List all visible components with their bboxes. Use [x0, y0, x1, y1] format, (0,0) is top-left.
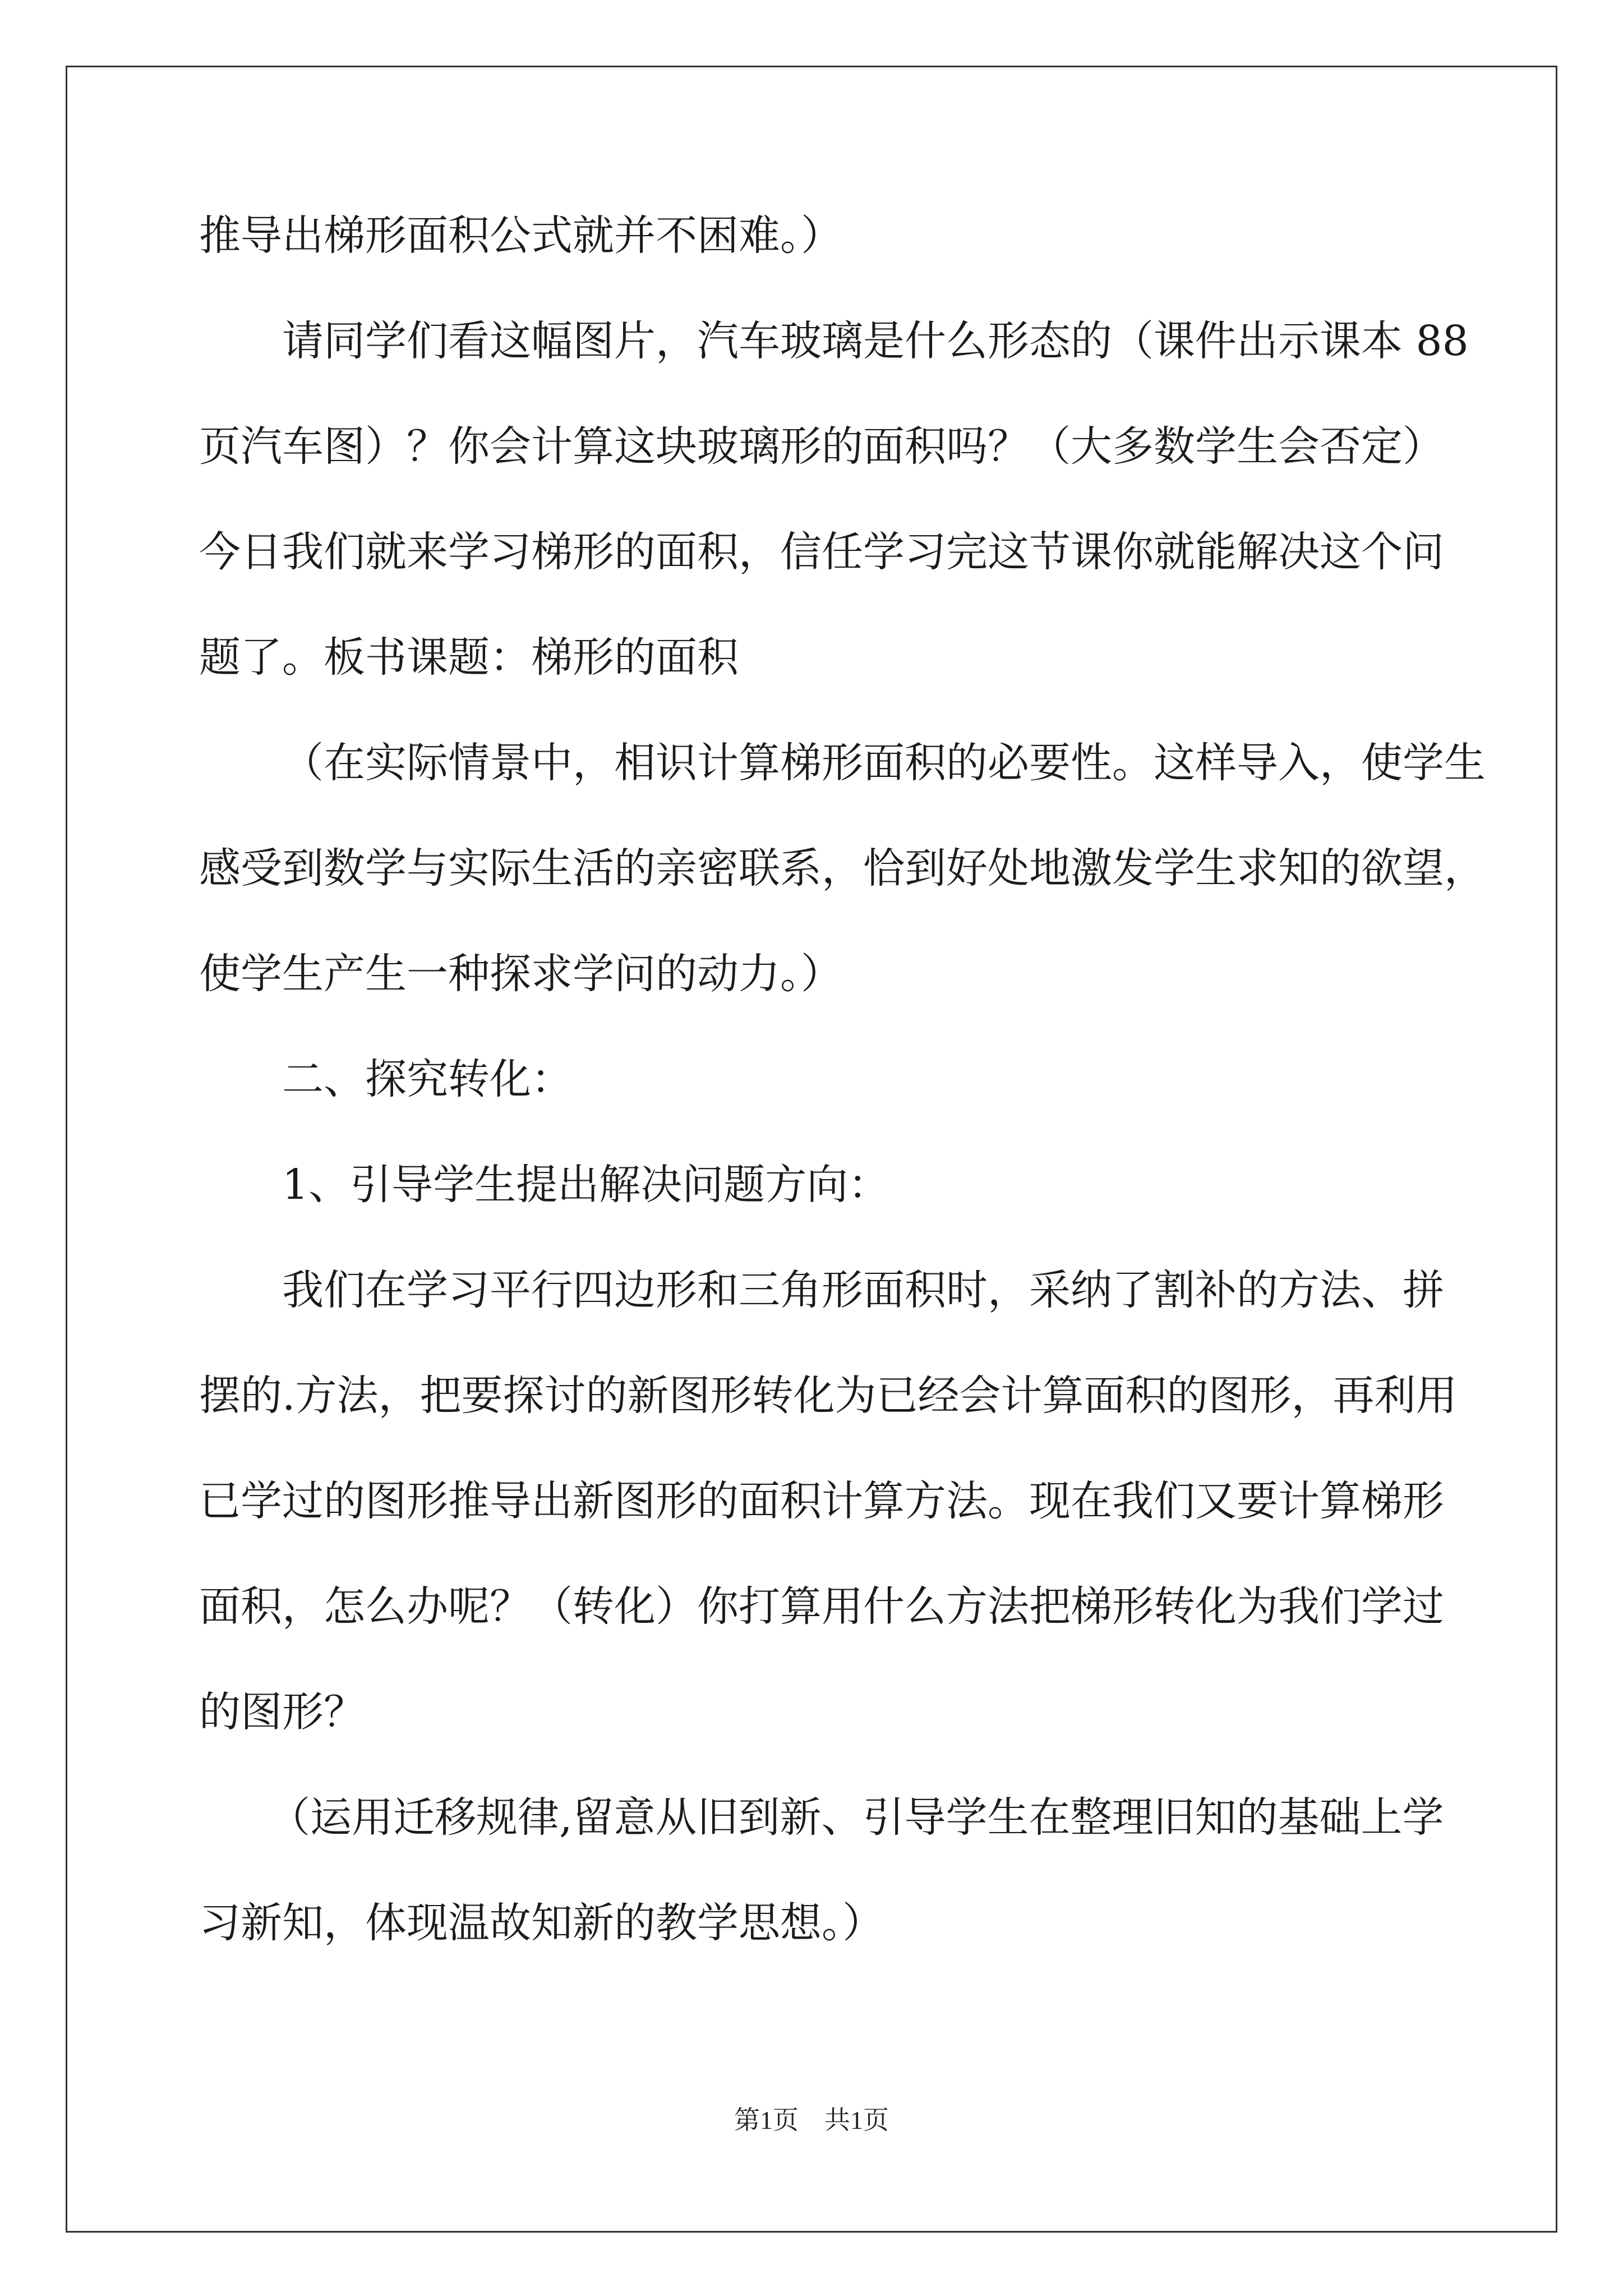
text-line: 页汽车图）？你会计算这块玻璃形的面积吗？（大多数学生会否定）	[199, 422, 1444, 471]
text-line: 今日我们就来学习梯形的面积，信任学习完这节课你就能解决这个问	[199, 528, 1444, 576]
text-line: 的图形？	[199, 1688, 365, 1736]
text-line: 感受到数学与实际生活的亲密联系，恰到好处地激发学生求知的欲望，	[199, 844, 1486, 892]
subsection-heading: 1、引导学生提出解决问题方向：	[282, 1161, 890, 1209]
text-line: 我们在学习平行四边形和三角形面积时，采纳了割补的方法、拼	[282, 1266, 1444, 1314]
text-line: 推导出梯形面积公式就并不困难。）	[199, 211, 842, 260]
text-line: （运用迁移规律,留意从旧到新、引导学生在整理旧知的基础上学	[269, 1793, 1444, 1842]
text-line: 面积，怎么办呢？（转化）你打算用什么方法把梯形转化为我们学过	[199, 1582, 1444, 1631]
text-line: 题了。板书课题：梯形的面积	[199, 633, 739, 682]
text-line: 已学过的图形推导出新图形的面积计算方法。现在我们又要计算梯形	[199, 1477, 1444, 1525]
text-line: 习新知，体现温故知新的教学思想。）	[199, 1899, 884, 1947]
text-line: 摆的.方法，把要探讨的新图形转化为已经会计算面积的图形，再利用	[199, 1372, 1458, 1420]
page-footer: 第1页 共1页	[734, 2106, 889, 2134]
text-line: （在实际情景中，相识计算梯形面积的必要性。这样导入，使学生	[282, 739, 1486, 787]
text-line: 使学生产生一种探求学问的动力。）	[199, 950, 842, 998]
section-heading: 二、探究转化：	[282, 1055, 573, 1103]
text-line: 请同学们看这幅图片，汽车玻璃是什么形态的（课件出示课本 88	[282, 317, 1469, 365]
